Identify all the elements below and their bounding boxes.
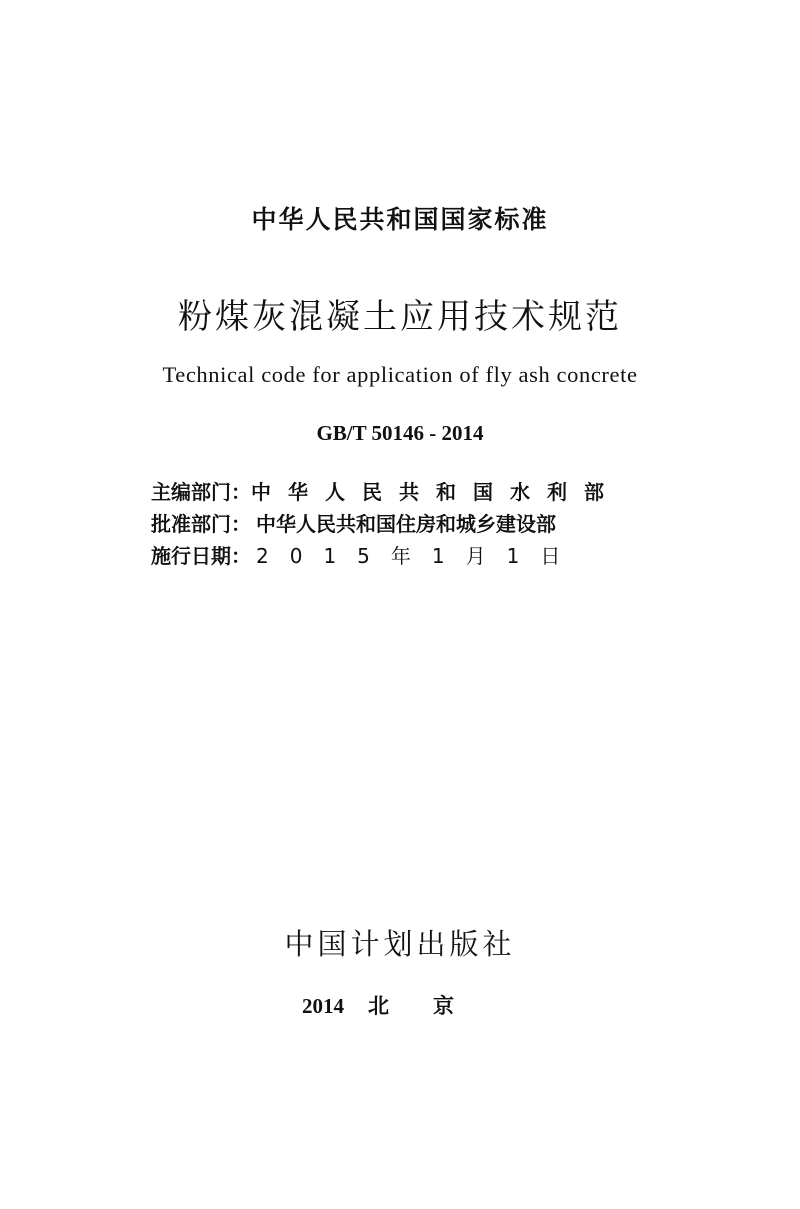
chief-editor-value: 中华人民共和国水利部 [251, 480, 621, 504]
chinese-title: 粉煤灰混凝土应用技术规范 [178, 297, 622, 337]
chief-editor-label: 主编部门： [151, 480, 251, 504]
english-title: Technical code for application of fly ash concrete [162, 362, 638, 387]
publication-year: 2014 [302, 994, 344, 1018]
publication-city: 北京 [368, 994, 498, 1018]
effective-date-label: 施行日期： [151, 544, 251, 568]
chief-editor-row [151, 476, 621, 508]
approval-value: 中华人民共和国住房和城乡建设部 [256, 512, 556, 536]
approval-row [151, 508, 621, 540]
effective-date-value: 2015年1月1日 [256, 544, 582, 568]
publication-year-place [0, 990, 800, 1020]
effective-date-row [151, 540, 621, 572]
standard-type-heading: 中华人民共和国国家标准 [251, 205, 549, 234]
publisher-name: 中国计划出版社 [284, 927, 516, 961]
approval-label: 批准部门： [151, 512, 251, 536]
standard-number: GB/T 50146 - 2014 [316, 421, 484, 445]
issuing-info-block [151, 476, 621, 572]
